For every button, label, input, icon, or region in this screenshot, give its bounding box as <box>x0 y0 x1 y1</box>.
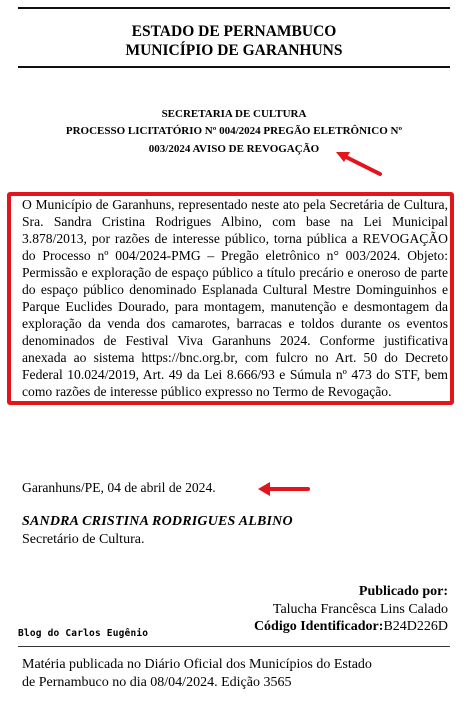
signatory-name: SANDRA CRISTINA RODRIGUES ALBINO <box>22 514 293 529</box>
publisher-name: Talucha Francêsca Lins Calado <box>272 602 448 617</box>
top-rule <box>18 7 450 9</box>
notice-paragraph: O Município de Garanhuns, representado neste ato pela Secretária de Cultura, Sra. Sandra Cristina Rodrigues Albino, com base na Lei Municipal 3.878/2013, por razões de interesse público, torna pública a REVOGAÇÃO do Processo nº 004/2024-PMG – Pregão eletrônico n° 003/2024. Objeto: Permissão e exploração de espaço público a título precário e oneroso de parte do espaço público denominado Esplanada Cultural Mestre Dominguinhos e Parque Euclides Dourado, para montagem, manutenção e desmontagem da exploração da venda dos camarotes, barracas e toldos durante os eventos denominados de Festival Viva Garanhuns 2024. Conforme justificativa anexada ao sistema https://bnc.org.br, com fulcro no Art. 50 do Decreto Federal 10.024/2019, Art. 49 da Lei 8.666/93 e Súmula nº 473 do STF, bem como razões de interesse público expresso no Termo de Revogação. <box>22 197 448 399</box>
footer-line2: de Pernambuco no dia 08/04/2024. Edição 3565 <box>22 675 292 690</box>
header-state: ESTADO DE PERNAMBUCO <box>131 23 337 40</box>
secretariat-title: SECRETARIA DE CULTURA <box>161 108 307 120</box>
identifier-code <box>254 618 448 636</box>
arrow-date-icon <box>256 475 312 505</box>
header-rule <box>18 66 450 68</box>
header-municipality: MUNICÍPIO DE GARANHUNS <box>125 42 343 59</box>
published-by-label: Publicado por: <box>358 584 448 599</box>
footer-note <box>22 656 448 692</box>
arrow-title-icon <box>334 148 384 178</box>
identifier-value: B24D226D <box>383 619 448 634</box>
footer-line1: Matéria publicada no Diário Oficial dos Municípios do Estado <box>22 657 372 672</box>
signatory-role: Secretário de Cultura. <box>22 532 145 547</box>
blog-watermark: Blog do Carlos Eugênio <box>18 628 149 639</box>
identifier-label: Código Identificador: <box>253 619 384 634</box>
place-date: Garanhuns/PE, 04 de abril de 2024. <box>22 480 216 495</box>
process-title-line1: PROCESSO LICITATÓRIO Nº 004/2024 PREGÃO ELETRÔNICO Nº <box>65 125 403 137</box>
footer-rule <box>18 646 450 647</box>
process-title-line2: 003/2024 AVISO DE REVOGAÇÃO <box>148 143 320 155</box>
highlight-box <box>7 192 454 405</box>
